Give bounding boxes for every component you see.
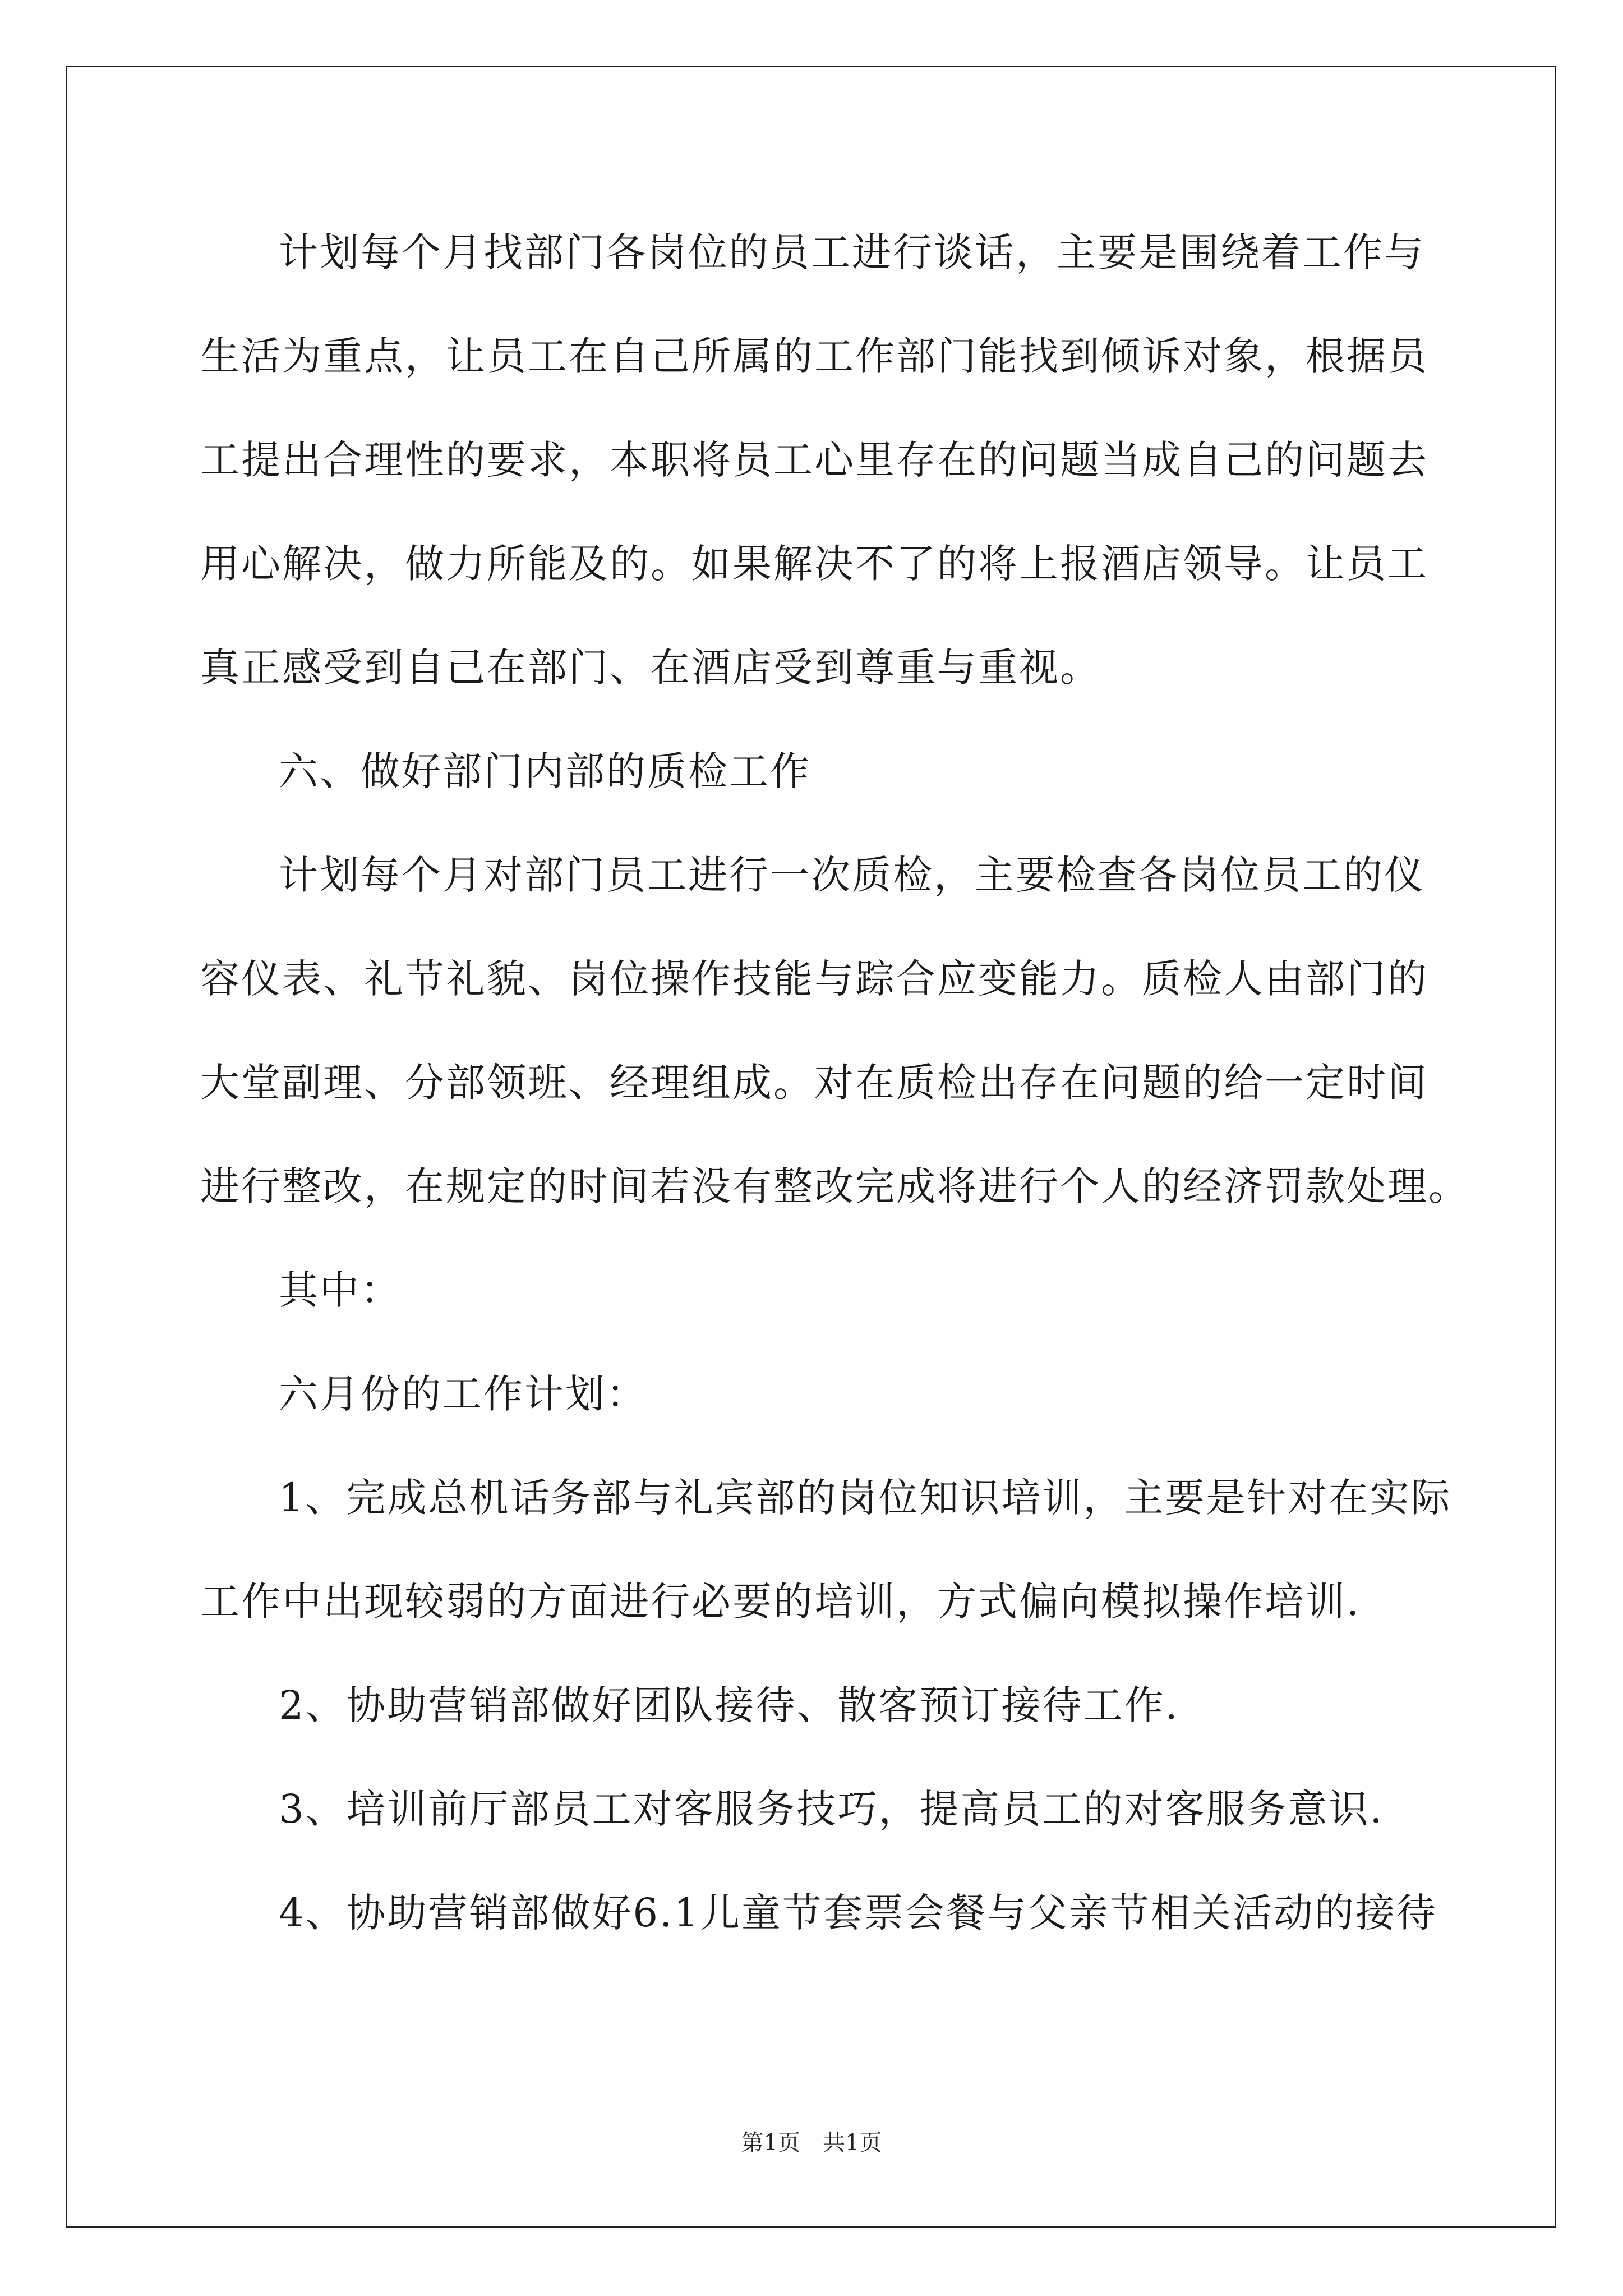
paragraph-line: 计划每个月找部门各岗位的员工进行谈话，主要是围绕着工作与 bbox=[279, 229, 1425, 275]
list-item-continuation: 工作中出现较弱的方面进行必要的培训，方式偏向模拟操作培训. bbox=[200, 1579, 1361, 1625]
paragraph-line: 容仪表、礼节礼貌、岗位操作技能与踪合应变能力。质检人由部门的 bbox=[200, 956, 1428, 1002]
paragraph-line: 进行整改，在规定的时间若没有整改完成将进行个人的经济罚款处理。 bbox=[200, 1163, 1469, 1209]
section-heading: 六、做好部门内部的质检工作 bbox=[279, 748, 811, 794]
paragraph-line: 生活为重点，让员工在自己所属的工作部门能找到倾诉对象，根据员 bbox=[200, 333, 1428, 379]
paragraph-line: 其中： bbox=[279, 1267, 402, 1313]
page-footer: 第1页 共1页 bbox=[741, 2130, 882, 2156]
list-item: 1、完成总机话务部与礼宾部的岗位知识培训，主要是针对在实际 bbox=[279, 1475, 1452, 1521]
list-item: 4、协助营销部做好6.1儿童节套票会餐与父亲节相关活动的接待 bbox=[279, 1890, 1437, 1936]
paragraph-line: 大堂副理、分部领班、经理组成。对在质检出存在问题的给一定时间 bbox=[200, 1060, 1428, 1106]
paragraph-line: 用心解决，做力所能及的。如果解决不了的将上报酒店领导。让员工 bbox=[200, 541, 1428, 587]
paragraph-line: 工提出合理性的要求，本职将员工心里存在的问题当成自己的问题去 bbox=[200, 437, 1428, 483]
paragraph-line: 真正感受到自己在部门、在酒店受到尊重与重视。 bbox=[200, 645, 1101, 691]
paragraph-line: 计划每个月对部门员工进行一次质检，主要检查各岗位员工的仪 bbox=[279, 852, 1425, 898]
subsection-heading: 六月份的工作计划： bbox=[279, 1371, 647, 1417]
list-item: 3、培训前厅部员工对客服务技巧，提高员工的对客服务意识. bbox=[279, 1786, 1384, 1832]
list-item: 2、协助营销部做好团队接待、散客预订接待工作. bbox=[279, 1682, 1179, 1728]
